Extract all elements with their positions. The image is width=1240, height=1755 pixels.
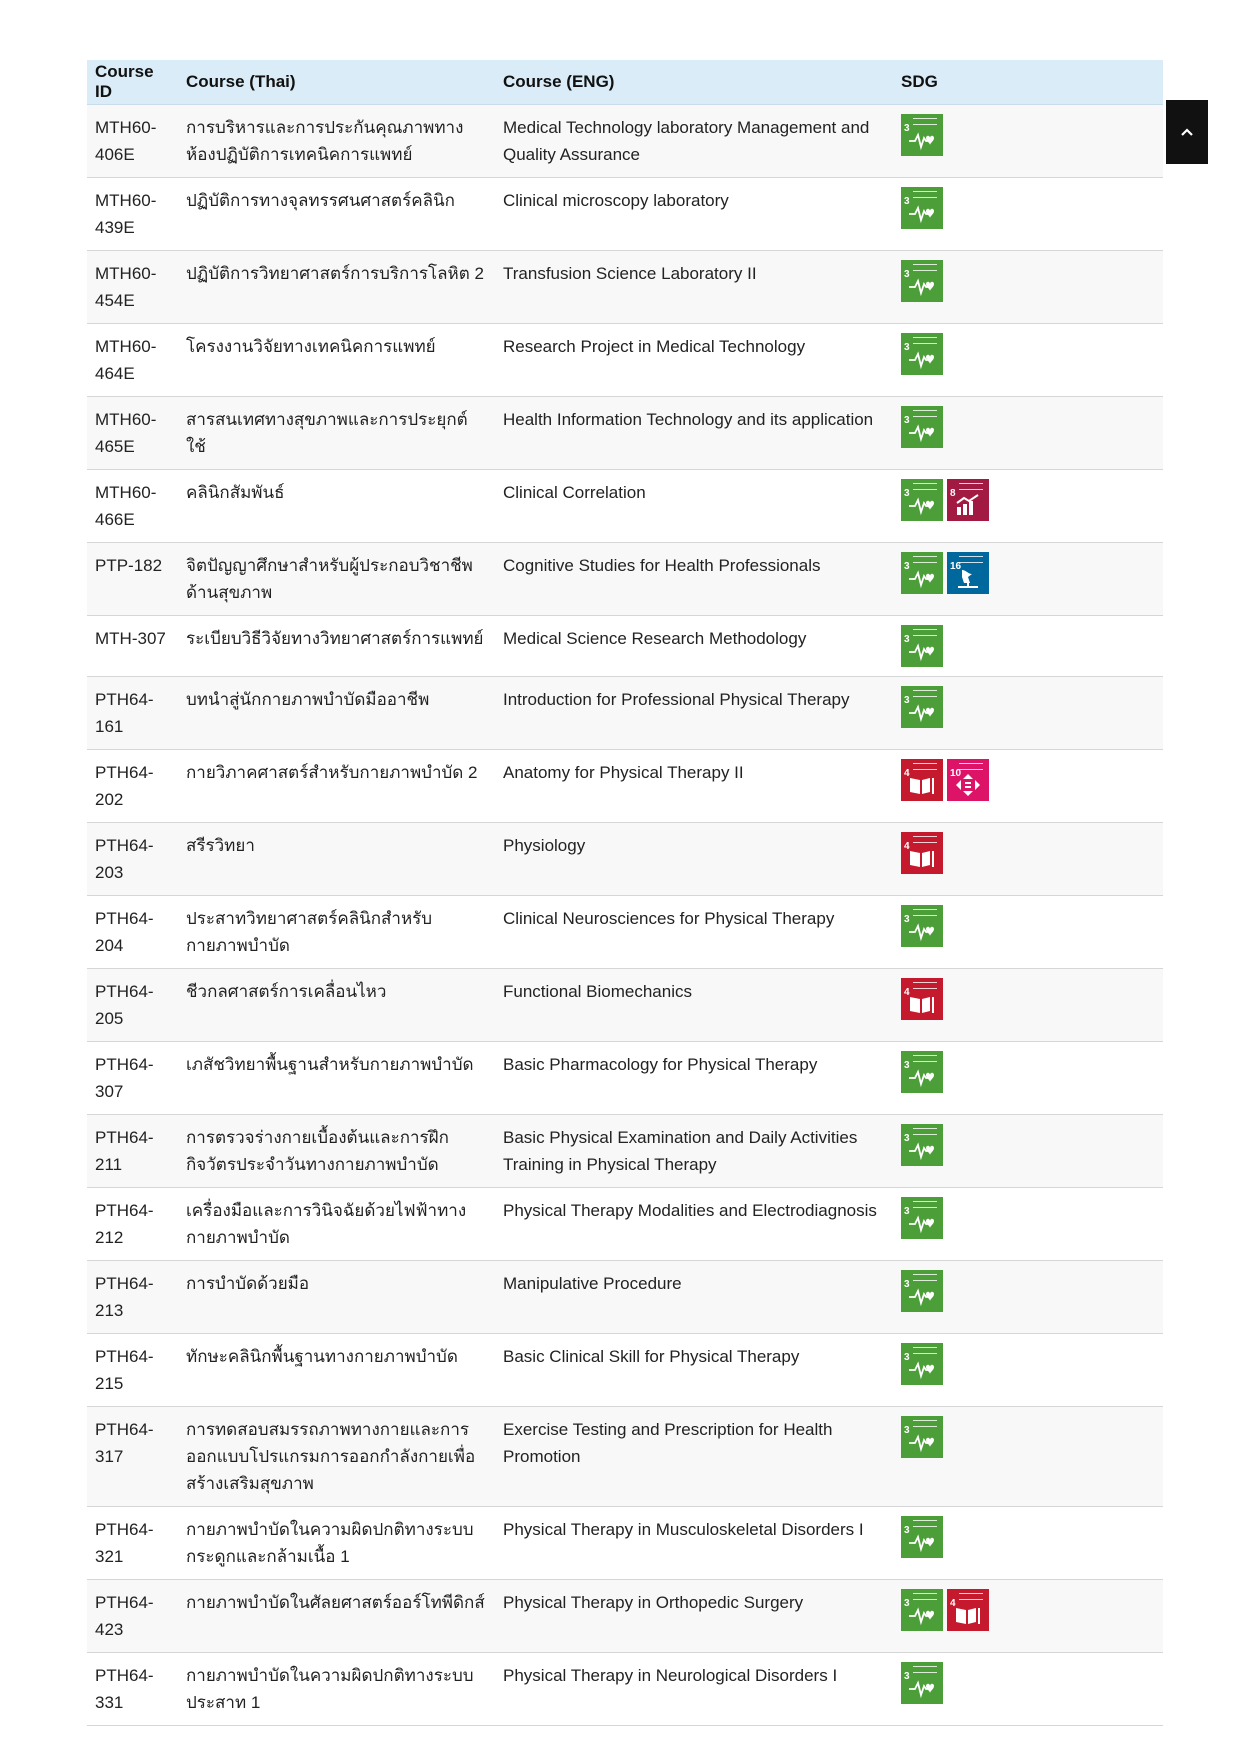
sdg-pictogram-icon (954, 566, 982, 590)
course-thai-cell: คลินิกสัมพันธ์ (178, 470, 495, 543)
sdg-title-lines (913, 1420, 937, 1427)
table-row (87, 470, 1163, 543)
sdg-3-icon[interactable] (901, 1124, 943, 1166)
sdg-pictogram-icon (908, 1065, 936, 1089)
sdg-pictogram-icon (908, 846, 936, 870)
sdg-title-lines (913, 118, 937, 125)
sdg-number: 3 (904, 488, 910, 499)
course-eng-cell: Physical Therapy in Orthopedic Surgery (495, 1580, 893, 1653)
sdg-icon-group (901, 552, 1155, 594)
sdg-cell (893, 543, 1163, 616)
sdg-pictogram-icon (908, 1357, 936, 1381)
sdg-icon-group (901, 978, 1155, 1020)
course-id-cell: PTH64-331 (87, 1653, 178, 1726)
sdg-number: 3 (904, 1525, 910, 1536)
sdg-4-icon[interactable] (947, 1589, 989, 1631)
sdg-pictogram-icon (908, 420, 936, 444)
course-eng-cell: Basic Physical Examination and Daily Activities Training in Physical Therapy (495, 1115, 893, 1188)
course-eng-cell: Exercise Testing and Prescription for Health Promotion (495, 1407, 893, 1507)
table-row (87, 750, 1163, 823)
course-id-cell: PTH64-161 (87, 677, 178, 750)
sdg-icon-group (901, 1416, 1155, 1458)
sdg-pictogram-icon (908, 1530, 936, 1554)
sdg-title-lines (913, 1055, 937, 1062)
course-eng-cell: Clinical Correlation (495, 470, 893, 543)
course-thai-cell: กายภาพบำบัดในความผิดปกติทางระบบประสาท 1 (178, 1653, 495, 1726)
sdg-number: 3 (904, 1206, 910, 1217)
table-row (87, 896, 1163, 969)
sdg-3-icon[interactable] (901, 1589, 943, 1631)
sdg-pictogram-icon (908, 1430, 936, 1454)
sdg-cell (893, 750, 1163, 823)
course-eng-cell: Basic Clinical Skill for Physical Therapy (495, 1334, 893, 1407)
sdg-number: 3 (904, 695, 910, 706)
course-id-cell: PTH64-203 (87, 823, 178, 896)
sdg-title-lines (913, 763, 937, 770)
course-thai-cell: ระเบียบวิธีวิจัยทางวิทยาศาสตร์การแพทย์ (178, 616, 495, 677)
table-header (87, 60, 1163, 105)
sdg-number: 3 (904, 269, 910, 280)
course-thai-cell: กายภาพบำบัดในความผิดปกติทางระบบกระดูกและกล้ามเนื้อ 1 (178, 1507, 495, 1580)
sdg-icon-group (901, 832, 1155, 874)
course-thai-cell: บทนำสู่นักกายภาพบำบัดมืออาชีพ (178, 677, 495, 750)
course-thai-cell: เครื่องมือและการวินิจฉัยด้วยไฟฟ้าทางกายภาพบำบัด (178, 1188, 495, 1261)
sdg-pictogram-icon (908, 201, 936, 225)
sdg-cell (893, 1507, 1163, 1580)
sdg-3-icon[interactable] (901, 187, 943, 229)
course-eng-cell: Physiology (495, 823, 893, 896)
course-eng-cell: Physical Therapy Modalities and Electrodiagnosis (495, 1188, 893, 1261)
sdg-title-lines (913, 1666, 937, 1673)
course-id-cell: PTH64-307 (87, 1042, 178, 1115)
sdg-number: 3 (904, 196, 910, 207)
course-id-cell: PTH64-423 (87, 1580, 178, 1653)
sdg-number: 4 (904, 768, 910, 779)
sdg-icon-group (901, 406, 1155, 448)
sdg-title-lines (913, 1593, 937, 1600)
course-eng-cell: Physical Therapy in Musculoskeletal Disorders I (495, 1507, 893, 1580)
sdg-3-icon[interactable] (901, 1416, 943, 1458)
header-course-id: Course ID (87, 60, 178, 105)
course-id-cell: PTH64-215 (87, 1334, 178, 1407)
sdg-number: 3 (904, 415, 910, 426)
sdg-number: 10 (950, 768, 962, 779)
sdg-number: 3 (904, 1133, 910, 1144)
course-eng-cell: Medical Science Research Methodology (495, 616, 893, 677)
course-id-cell: MTH60-454E (87, 251, 178, 324)
course-id-cell: PTH64-205 (87, 969, 178, 1042)
sdg-number: 3 (904, 634, 910, 645)
sdg-title-lines (913, 690, 937, 697)
sdg-3-icon[interactable] (901, 406, 943, 448)
sdg-number: 3 (904, 1671, 910, 1682)
table-row (87, 1507, 1163, 1580)
table-row (87, 616, 1163, 677)
sdg-3-icon[interactable] (901, 1516, 943, 1558)
table-row (87, 543, 1163, 616)
sdg-pictogram-icon (908, 274, 936, 298)
sdg-cell (893, 677, 1163, 750)
table-row (87, 1115, 1163, 1188)
course-eng-cell: Clinical microscopy laboratory (495, 178, 893, 251)
sdg-pictogram-icon (908, 992, 936, 1016)
sdg-cell (893, 1653, 1163, 1726)
course-id-cell: PTH64-202 (87, 750, 178, 823)
sdg-title-lines (913, 410, 937, 417)
course-thai-cell: ประสาทวิทยาศาสตร์คลินิกสำหรับกายภาพบำบัด (178, 896, 495, 969)
course-id-cell: MTH60-466E (87, 470, 178, 543)
sdg-pictogram-icon (954, 1603, 982, 1627)
sdg-title-lines (913, 1201, 937, 1208)
sdg-title-lines (959, 483, 983, 490)
table-row (87, 1407, 1163, 1507)
sdg-title-lines (913, 982, 937, 989)
sdg-3-icon[interactable] (901, 686, 943, 728)
sdg-pictogram-icon (908, 639, 936, 663)
sdg-pictogram-icon (908, 919, 936, 943)
sdg-icon-group (901, 1051, 1155, 1093)
sdg-3-icon[interactable] (901, 114, 943, 156)
sdg-title-lines (913, 483, 937, 490)
scroll-to-top-button[interactable] (1166, 100, 1208, 164)
course-thai-cell: จิตปัญญาศึกษาสำหรับผู้ประกอบวิชาชีพด้านสุขภาพ (178, 543, 495, 616)
sdg-number: 3 (904, 914, 910, 925)
sdg-title-lines (913, 909, 937, 916)
table-row (87, 969, 1163, 1042)
sdg-cell (893, 178, 1163, 251)
table-row (87, 1261, 1163, 1334)
sdg-cell (893, 616, 1163, 677)
table-row (87, 1042, 1163, 1115)
sdg-number: 4 (950, 1598, 956, 1609)
sdg-icon-group (901, 479, 1155, 521)
sdg-pictogram-icon (908, 347, 936, 371)
sdg-icon-group (901, 1124, 1155, 1166)
sdg-3-icon[interactable] (901, 552, 943, 594)
sdg-title-lines (959, 1593, 983, 1600)
sdg-cell (893, 969, 1163, 1042)
course-eng-cell: Anatomy for Physical Therapy II (495, 750, 893, 823)
table-row (87, 178, 1163, 251)
table-row (87, 1653, 1163, 1726)
sdg-cell (893, 324, 1163, 397)
course-table-container (87, 60, 1163, 1726)
sdg-3-icon[interactable] (901, 1662, 943, 1704)
course-thai-cell: ปฏิบัติการวิทยาศาสตร์การบริการโลหิต 2 (178, 251, 495, 324)
sdg-title-lines (913, 1520, 937, 1527)
course-id-cell: PTH64-317 (87, 1407, 178, 1507)
sdg-cell (893, 1188, 1163, 1261)
sdg-cell (893, 896, 1163, 969)
sdg-title-lines (913, 836, 937, 843)
sdg-number: 3 (904, 1279, 910, 1290)
course-id-cell: PTH64-212 (87, 1188, 178, 1261)
header-course-thai: Course (Thai) (178, 60, 495, 105)
course-thai-cell: กายวิภาคศาสตร์สำหรับกายภาพบำบัด 2 (178, 750, 495, 823)
table-body (87, 105, 1163, 1726)
course-thai-cell: การบำบัดด้วยมือ (178, 1261, 495, 1334)
sdg-icon-group (901, 1589, 1155, 1631)
sdg-10-icon[interactable] (947, 759, 989, 801)
sdg-pictogram-icon (908, 566, 936, 590)
sdg-number: 16 (950, 561, 962, 572)
sdg-number: 3 (904, 1598, 910, 1609)
course-eng-cell: Cognitive Studies for Health Professionals (495, 543, 893, 616)
table-row (87, 823, 1163, 896)
sdg-pictogram-icon (908, 1211, 936, 1235)
sdg-pictogram-icon (908, 1138, 936, 1162)
table-row (87, 677, 1163, 750)
sdg-icon-group (901, 114, 1155, 156)
header-course-eng: Course (ENG) (495, 60, 893, 105)
course-id-cell: PTH64-211 (87, 1115, 178, 1188)
course-eng-cell: Research Project in Medical Technology (495, 324, 893, 397)
course-id-cell: MTH60-464E (87, 324, 178, 397)
sdg-icon-group (901, 260, 1155, 302)
sdg-pictogram-icon (908, 1603, 936, 1627)
course-id-cell: MTH60-406E (87, 105, 178, 178)
sdg-title-lines (959, 763, 983, 770)
sdg-3-icon[interactable] (901, 260, 943, 302)
sdg-icon-group (901, 1197, 1155, 1239)
course-id-cell: PTP-182 (87, 543, 178, 616)
sdg-icon-group (901, 1270, 1155, 1312)
sdg-3-icon[interactable] (901, 905, 943, 947)
sdg-cell (893, 1334, 1163, 1407)
sdg-cell (893, 251, 1163, 324)
sdg-number: 4 (904, 987, 910, 998)
sdg-icon-group (901, 686, 1155, 728)
sdg-cell (893, 1580, 1163, 1653)
sdg-16-icon[interactable] (947, 552, 989, 594)
sdg-icon-group (901, 333, 1155, 375)
course-id-cell: MTH-307 (87, 616, 178, 677)
sdg-pictogram-icon (908, 1284, 936, 1308)
sdg-icon-group (901, 905, 1155, 947)
course-id-cell: MTH60-465E (87, 397, 178, 470)
sdg-number: 4 (904, 841, 910, 852)
table-row (87, 251, 1163, 324)
course-id-cell: PTH64-204 (87, 896, 178, 969)
sdg-title-lines (913, 1274, 937, 1281)
sdg-cell (893, 1115, 1163, 1188)
course-eng-cell: Clinical Neurosciences for Physical Therapy (495, 896, 893, 969)
sdg-icon-group (901, 1662, 1155, 1704)
sdg-title-lines (913, 1128, 937, 1135)
course-thai-cell: ชีวกลศาสตร์การเคลื่อนไหว (178, 969, 495, 1042)
course-id-cell: MTH60-439E (87, 178, 178, 251)
sdg-pictogram-icon (908, 1676, 936, 1700)
course-eng-cell: Physical Therapy in Neurological Disorders I (495, 1653, 893, 1726)
course-thai-cell: การทดสอบสมรรถภาพทางกายและการออกแบบโปรแกรมการออกกำลังกายเพื่อสร้างเสริมสุขภาพ (178, 1407, 495, 1507)
course-thai-cell: สารสนเทศทางสุขภาพและการประยุกต์ใช้ (178, 397, 495, 470)
course-eng-cell: Medical Technology laboratory Management and Quality Assurance (495, 105, 893, 178)
sdg-icon-group (901, 625, 1155, 667)
sdg-number: 8 (950, 488, 956, 499)
sdg-number: 3 (904, 1060, 910, 1071)
table-row (87, 1334, 1163, 1407)
sdg-3-icon[interactable] (901, 333, 943, 375)
sdg-number: 3 (904, 1425, 910, 1436)
sdg-pictogram-icon (908, 493, 936, 517)
sdg-8-icon[interactable] (947, 479, 989, 521)
sdg-3-icon[interactable] (901, 1270, 943, 1312)
sdg-title-lines (913, 556, 937, 563)
sdg-cell (893, 1042, 1163, 1115)
sdg-icon-group (901, 1516, 1155, 1558)
sdg-3-icon[interactable] (901, 1343, 943, 1385)
course-eng-cell: Functional Biomechanics (495, 969, 893, 1042)
sdg-4-icon[interactable] (901, 832, 943, 874)
sdg-title-lines (959, 556, 983, 563)
sdg-cell (893, 397, 1163, 470)
course-eng-cell: Manipulative Procedure (495, 1261, 893, 1334)
sdg-cell (893, 470, 1163, 543)
course-eng-cell: Basic Pharmacology for Physical Therapy (495, 1042, 893, 1115)
sdg-pictogram-icon (954, 773, 982, 797)
table-row (87, 324, 1163, 397)
course-thai-cell: การตรวจร่างกายเบื้องต้นและการฝึกกิจวัตรประจำวันทางกายภาพบำบัด (178, 1115, 495, 1188)
sdg-3-icon[interactable] (901, 479, 943, 521)
sdg-pictogram-icon (954, 493, 982, 517)
sdg-3-icon[interactable] (901, 1051, 943, 1093)
course-thai-cell: เภสัชวิทยาพื้นฐานสำหรับกายภาพบำบัด (178, 1042, 495, 1115)
course-thai-cell: ปฏิบัติการทางจุลทรรศนศาสตร์คลินิก (178, 178, 495, 251)
course-id-cell: PTH64-213 (87, 1261, 178, 1334)
chevron-up-icon (1181, 128, 1193, 136)
course-eng-cell: Introduction for Professional Physical Therapy (495, 677, 893, 750)
sdg-3-icon[interactable] (901, 625, 943, 667)
course-table (87, 60, 1163, 1726)
sdg-title-lines (913, 191, 937, 198)
sdg-number: 3 (904, 561, 910, 572)
sdg-icon-group (901, 1343, 1155, 1385)
sdg-cell (893, 823, 1163, 896)
course-thai-cell: โครงงานวิจัยทางเทคนิคการแพทย์ (178, 324, 495, 397)
table-row (87, 105, 1163, 178)
course-thai-cell: ทักษะคลินิกพื้นฐานทางกายภาพบำบัด (178, 1334, 495, 1407)
sdg-3-icon[interactable] (901, 1197, 943, 1239)
sdg-4-icon[interactable] (901, 978, 943, 1020)
sdg-title-lines (913, 264, 937, 271)
sdg-icon-group (901, 187, 1155, 229)
course-id-cell: PTH64-321 (87, 1507, 178, 1580)
course-thai-cell: การบริหารและการประกันคุณภาพทางห้องปฏิบัติการเทคนิคการแพทย์ (178, 105, 495, 178)
header-sdg: SDG (893, 60, 1163, 105)
sdg-title-lines (913, 629, 937, 636)
course-eng-cell: Health Information Technology and its application (495, 397, 893, 470)
table-row (87, 397, 1163, 470)
table-row (87, 1580, 1163, 1653)
sdg-number: 3 (904, 123, 910, 134)
sdg-cell (893, 1407, 1163, 1507)
sdg-title-lines (913, 337, 937, 344)
sdg-cell (893, 1261, 1163, 1334)
sdg-icon-group (901, 759, 1155, 801)
course-eng-cell: Transfusion Science Laboratory II (495, 251, 893, 324)
sdg-pictogram-icon (908, 773, 936, 797)
sdg-pictogram-icon (908, 700, 936, 724)
sdg-number: 3 (904, 1352, 910, 1363)
course-thai-cell: กายภาพบำบัดในศัลยศาสตร์ออร์โทพีดิกส์ (178, 1580, 495, 1653)
sdg-number: 3 (904, 342, 910, 353)
sdg-4-icon[interactable] (901, 759, 943, 801)
table-row (87, 1188, 1163, 1261)
sdg-title-lines (913, 1347, 937, 1354)
sdg-pictogram-icon (908, 128, 936, 152)
course-thai-cell: สรีรวิทยา (178, 823, 495, 896)
sdg-cell (893, 105, 1163, 178)
